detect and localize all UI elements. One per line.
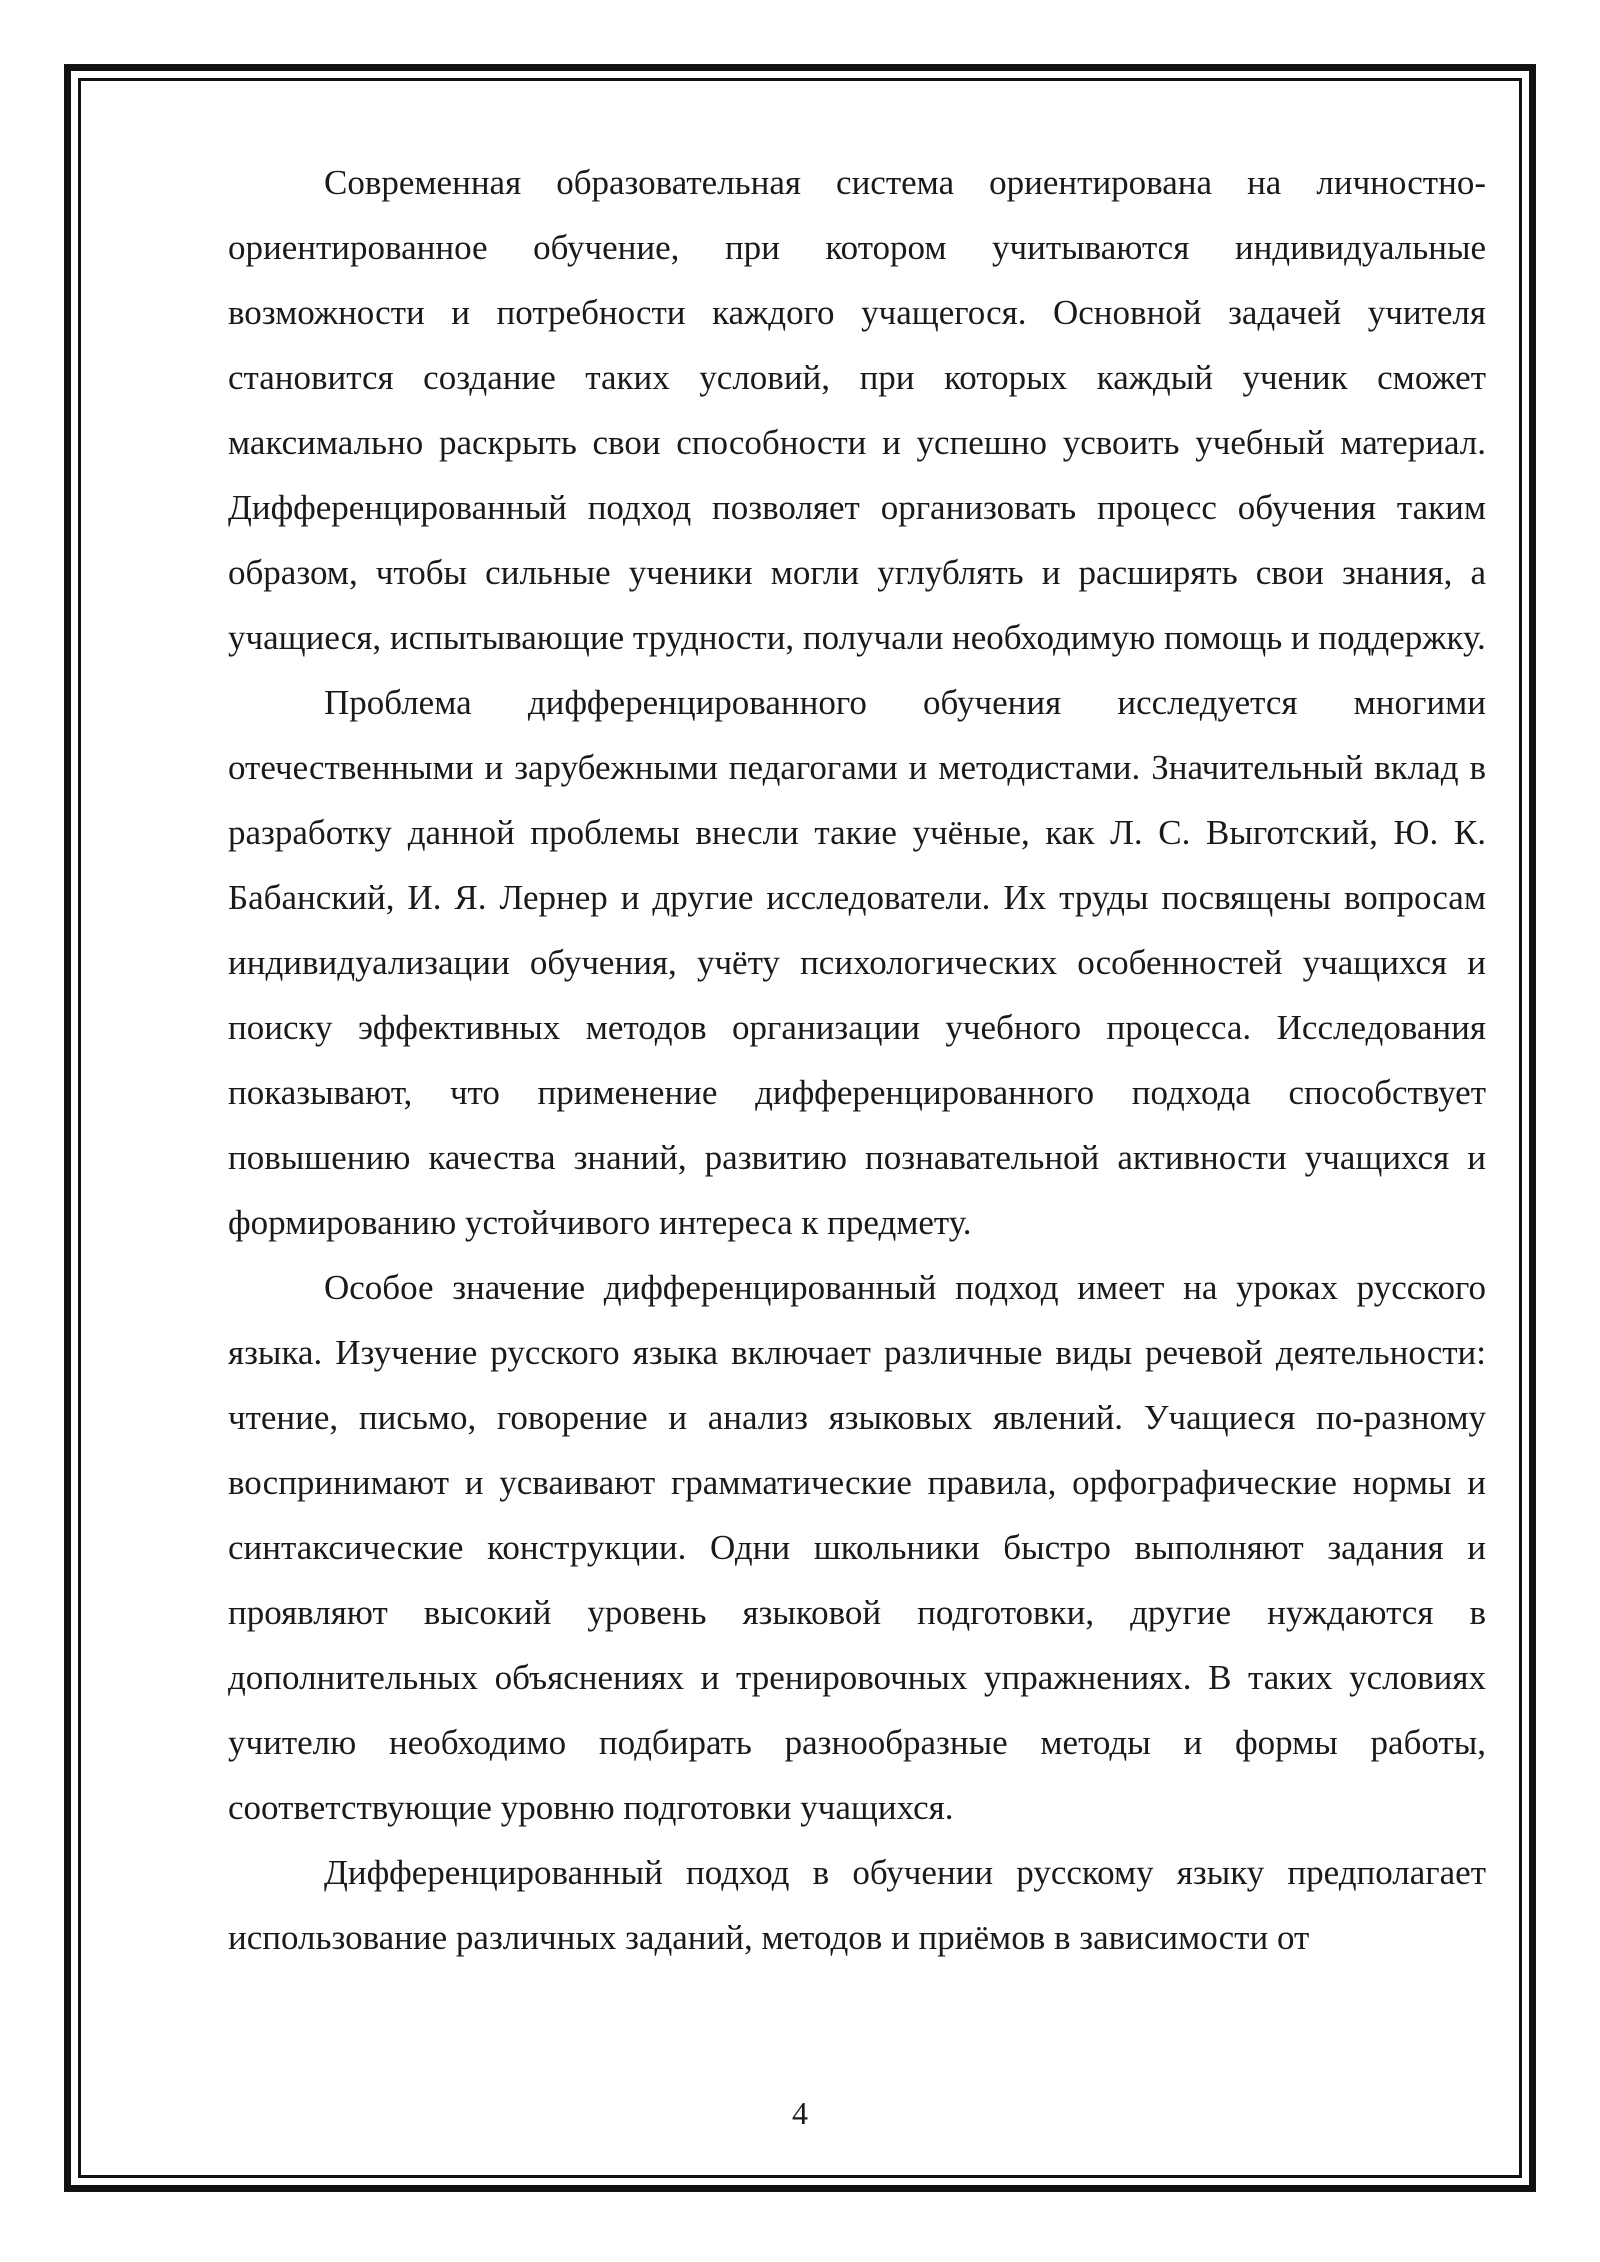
paragraph-1: Современная образовательная система ориентирована на личностно-ориентированное обучение, при котором учитываются индивидуальные возможности и потребности каждого учащегося. Основной задачей учителя становится создание таких условий, при которых каждый ученик сможет максимально раскрыть свои способности и успешно усвоить учебный материал. Дифференцированный подход позволяет организовать процесс обучения таким образом, чтобы сильные ученики могли углублять и расширять свои знания, а учащиеся, испытывающие трудности, получали необходимую помощь и поддержку. — [228, 163, 1486, 657]
page-number: 4 — [792, 2095, 808, 2131]
paragraph-3: Особое значение дифференцированный подход имеет на уроках русского языка. Изучение русского языка включает различные виды речевой деятельности: чтение, письмо, говорение и анализ языковых явлений. Учащиеся по-разному воспринимают и усваивают грамматические правила, орфографические нормы и синтаксические конструкции. Одни школьники быстро выполняют задания и проявляют высокий уровень языковой подготовки, другие нуждаются в дополнительных объяснениях и тренировочных упражнениях. В таких условиях учителю необходимо подбирать разнообразные методы и формы работы, соответствующие уровню подготовки учащихся. — [228, 1268, 1486, 1827]
paragraph-4: Дифференцированный подход в обучении русскому языку предполагает использование различных заданий, методов и приёмов в зависимости от — [228, 1853, 1486, 1957]
document-body — [228, 150, 1486, 1970]
paragraph-2: Проблема дифференцированного обучения исследуется многими отечественными и зарубежными педагогами и методистами. Значительный вклад в разработку данной проблемы внесли такие учёные, как Л. С. Выготский, Ю. К. Бабанский, И. Я. Лернер и другие исследователи. Их труды посвящены вопросам индивидуализации обучения, учёту психологических особенностей учащихся и поиску эффективных методов организации учебного процесса. Исследования показывают, что применение дифференцированного подхода способствует повышению качества знаний, развитию познавательной активности учащихся и формированию устойчивого интереса к предмету. — [228, 683, 1486, 1242]
